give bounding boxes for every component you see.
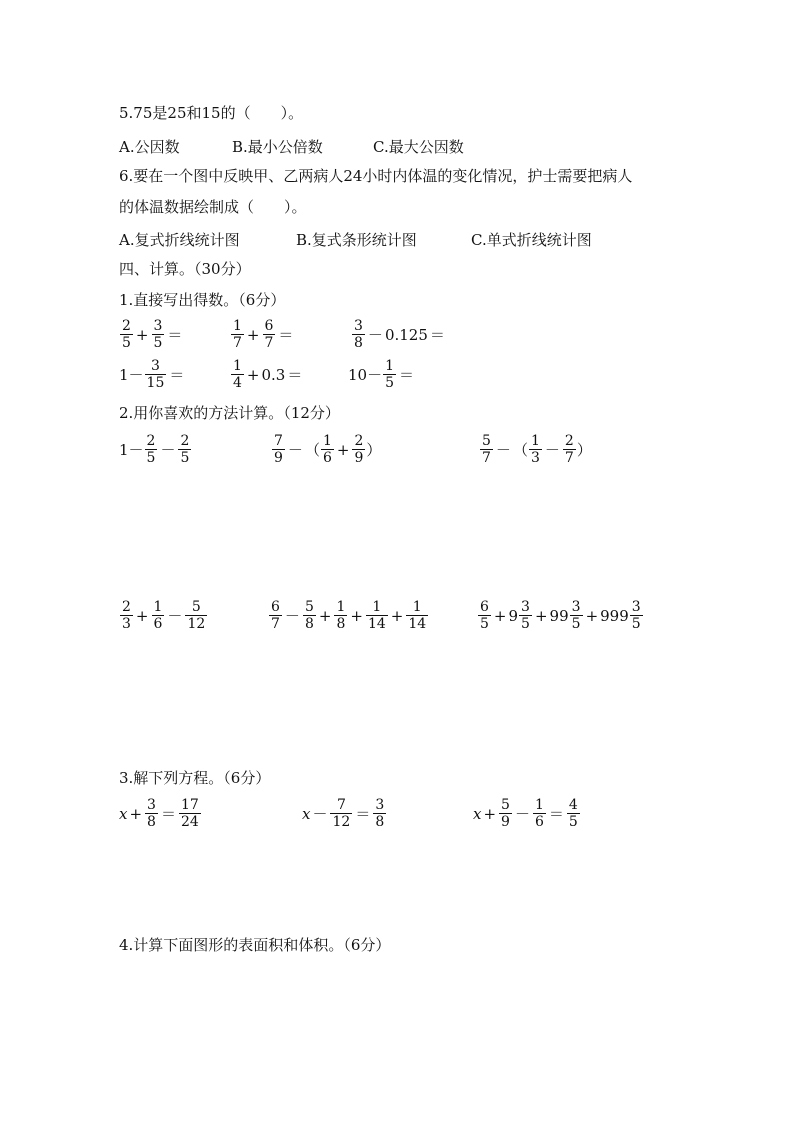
calc-expression-2: $\frac{7}{9}$ － （ $\frac{1}{6}$ + $\frac{2}{9}$ ） xyxy=(274,433,382,466)
question-5-stem: 5.75是25和15的（ ）。 xyxy=(119,104,304,122)
part-4-title: 4.计算下面图形的表面积和体积。（6分） xyxy=(119,936,391,954)
mental-math-item-2: $\frac{1}{7}$ + $\frac{6}{7}$ ＝ xyxy=(233,318,294,351)
fraction: $\frac{2}{3}$ xyxy=(122,599,131,632)
fraction: $\frac{5}{9}$ xyxy=(501,797,510,830)
calc-expression-4: $\frac{2}{3}$ + $\frac{1}{6}$ － $\frac{5}{12}$ xyxy=(122,599,206,632)
question-6-choice-c: C.单式折线统计图 xyxy=(471,231,592,249)
fraction: $\frac{1}{6}$ xyxy=(322,433,332,466)
fraction: $\frac{1}{6}$ xyxy=(153,599,163,632)
fraction: $\frac{1}{8}$ xyxy=(336,599,346,632)
mental-math-item-3: $\frac{3}{8}$ － 0.125 ＝ xyxy=(354,318,445,351)
calc-expression-3: $\frac{5}{7}$ － （ $\frac{1}{3}$ － $\frac{2}{7}$ ） xyxy=(482,433,592,466)
mental-math-item-6: 10－ $\frac{1}{5}$ ＝ xyxy=(348,358,415,391)
fraction: $\frac{6}{5}$ xyxy=(480,599,489,632)
fraction: $\frac{1}{4}$ xyxy=(233,358,242,391)
fraction: $\frac{7}{9}$ xyxy=(274,433,283,466)
question-6-stem-line-1: 6.要在一个图中反映甲、乙两病人24小时内体温的变化情况，护士需要把病人 xyxy=(119,167,633,185)
part-1-title: 1.直接写出得数。（6分） xyxy=(119,291,286,309)
part-3-title: 3.解下列方程。（6分） xyxy=(119,769,271,787)
fraction: $\frac{3}{5}$ xyxy=(153,318,163,351)
mental-math-item-5: $\frac{1}{4}$ + 0.3 ＝ xyxy=(233,358,303,391)
fraction: $\frac{2}{5}$ xyxy=(122,318,131,351)
mixed-number: 9 $\frac{3}{5}$ xyxy=(508,599,530,632)
calc-expression-6: $\frac{6}{5}$ + 9 $\frac{3}{5}$ + 99 $\frac{3}{5}$ + 999 $\frac{3}{5}$ xyxy=(477,599,644,632)
fraction: $\frac{3}{15}$ xyxy=(146,358,165,391)
fraction: $\frac{6}{7}$ xyxy=(264,318,274,351)
fraction: $\frac{2}{7}$ xyxy=(564,433,574,466)
mental-math-item-1: $\frac{2}{5}$ + $\frac{3}{5}$ ＝ xyxy=(122,318,183,351)
fraction: $\frac{5}{7}$ xyxy=(482,433,491,466)
calc-expression-1: 1－ $\frac{2}{5}$ － $\frac{2}{5}$ xyxy=(119,433,190,466)
fraction: $\frac{1}{5}$ xyxy=(385,358,395,391)
question-6-choice-b: B.复式条形统计图 xyxy=(296,231,417,249)
mixed-number: 999 $\frac{3}{5}$ xyxy=(600,599,641,632)
fraction: $\frac{3}{8}$ xyxy=(147,797,156,830)
equation-2: x － $\frac{7}{12}$ ＝ $\frac{3}{8}$ xyxy=(302,797,385,830)
fraction: $\frac{5}{12}$ xyxy=(187,599,206,632)
part-2-title: 2.用你喜欢的方法计算。（12分） xyxy=(119,404,340,422)
section-4-title: 四、计算。（30分） xyxy=(119,260,251,278)
mixed-number: 99 $\frac{3}{5}$ xyxy=(549,599,581,632)
equation-1: x + $\frac{3}{8}$ ＝ $\frac{17}{24}$ xyxy=(119,797,199,830)
question-5-choice-b: B.最小公倍数 xyxy=(232,138,323,156)
calc-expression-5: $\frac{6}{7}$ － $\frac{5}{8}$ + $\frac{1}{8}$ + $\frac{1}{14}$ + $\frac{1}{14}$ xyxy=(271,599,427,632)
mental-math-item-4: 1－ $\frac{3}{15}$ ＝ xyxy=(119,358,185,391)
fraction: $\frac{2}{9}$ xyxy=(354,433,364,466)
fraction: $\frac{1}{3}$ xyxy=(530,433,540,466)
question-5-choice-c: C.最大公因数 xyxy=(373,138,464,156)
fraction: $\frac{1}{14}$ xyxy=(408,599,427,632)
fraction: $\frac{6}{7}$ xyxy=(271,599,280,632)
question-5-choice-a: A.公因数 xyxy=(119,138,180,156)
fraction: $\frac{1}{6}$ xyxy=(534,797,544,830)
fraction: $\frac{3}{8}$ xyxy=(375,797,385,830)
fraction: $\frac{1}{14}$ xyxy=(367,599,386,632)
fraction: $\frac{5}{8}$ xyxy=(304,599,314,632)
question-6-choice-a: A.复式折线统计图 xyxy=(119,231,240,249)
fraction: $\frac{7}{12}$ xyxy=(332,797,351,830)
equation-3: x + $\frac{5}{9}$ － $\frac{1}{6}$ ＝ $\frac{4}{5}$ xyxy=(473,797,578,830)
fraction: $\frac{2}{5}$ xyxy=(180,433,190,466)
fraction: $\frac{17}{24}$ xyxy=(180,797,199,830)
question-6-stem-line-2: 的体温数据绘制成（ ）。 xyxy=(119,198,307,216)
fraction: $\frac{4}{5}$ xyxy=(568,797,578,830)
fraction: $\frac{2}{5}$ xyxy=(146,433,156,466)
fraction: $\frac{1}{7}$ xyxy=(233,318,242,351)
fraction: $\frac{3}{8}$ xyxy=(354,318,363,351)
